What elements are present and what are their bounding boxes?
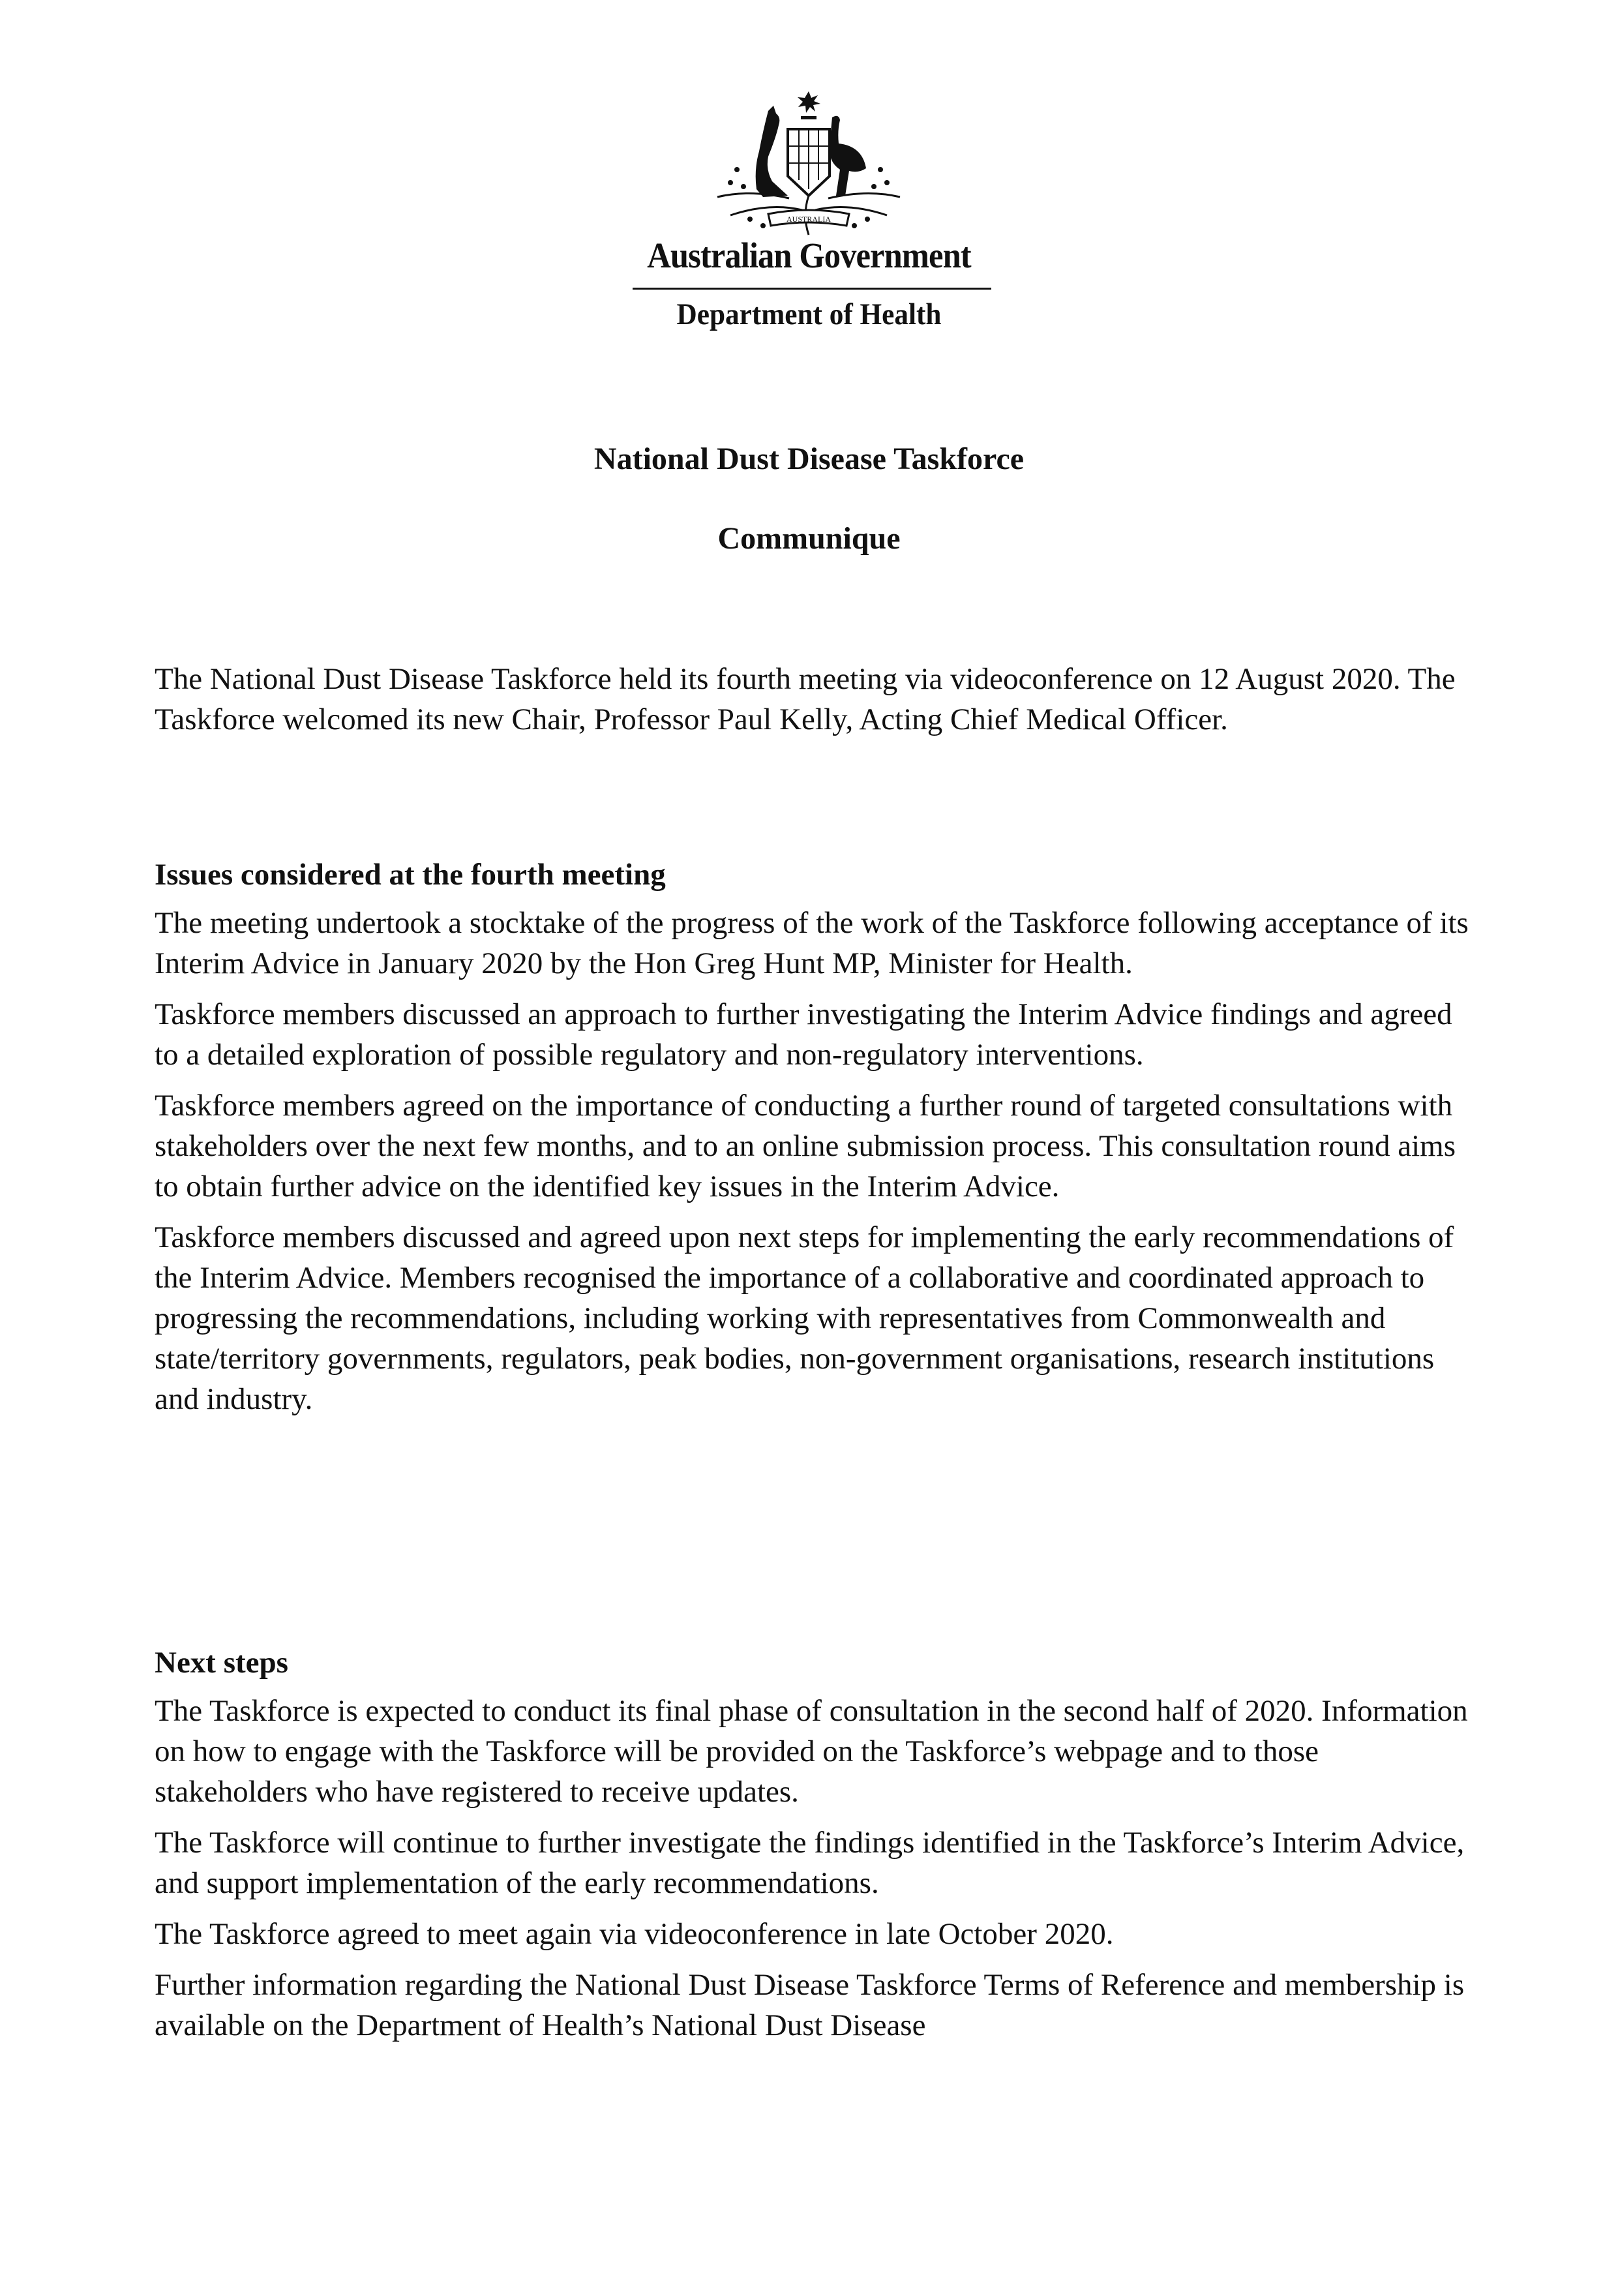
paragraph: Taskforce members agreed on the importance of conducting a further round of targeted consultations with stakeholders over the next few months, and to an online submission process. This consultation round aims to obtain further advice on the identified key issues in the Interim Advice.	[155, 1089, 1456, 1203]
kangaroo-icon	[756, 106, 788, 197]
scroll-text: AUSTRALIA	[787, 215, 831, 224]
coat-of-arms-icon	[711, 91, 906, 248]
intro-block	[155, 659, 1478, 750]
letterhead-divider	[633, 288, 991, 290]
paragraph: Taskforce members discussed an approach to further investigating the Interim Advice findings and agreed to a detailed exploration of possible regulatory and non-regulatory interventions.	[155, 997, 1452, 1072]
intro-paragraph: The National Dust Disease Taskforce held its fourth meeting via videoconference on 12 August 2020. The Taskforce welcomed its new Chair, Professor Paul Kelly, Acting Chief Medical Officer.	[155, 662, 1456, 736]
paragraph: The Taskforce is expected to conduct its final phase of consultation in the second half of 2020. Information on how to engage with the Taskforce will be provided on the Taskforce’s webpage and to those stakeholders who have registered to receive updates.	[155, 1694, 1468, 1809]
paragraph: The Taskforce agreed to meet again via videoconference in late October 2020.	[155, 1917, 1114, 1951]
paragraph: The Taskforce will continue to further investigate the findings identified in the Taskforce’s Interim Advice, and support implementation of the early recommendations.	[155, 1826, 1465, 1900]
section-heading: Next steps	[155, 1646, 288, 1680]
document-subtitle: Communique	[717, 521, 901, 556]
commonwealth-star-icon	[798, 91, 820, 113]
section-heading: Issues considered at the fourth meeting	[155, 858, 666, 892]
paragraph: Taskforce members discussed and agreed upon next steps for implementing the early recommendations of the Interim Advice. Members recognised the importance of a collaborative and coordinated approach to progressing the recommendations, including working with representatives from Commonwealth and state/territory governments, regulators, peak bodies, non-government organisations, research institutions and industry.	[155, 1220, 1454, 1416]
document-title: National Dust Disease Taskforce	[593, 442, 1025, 476]
emu-icon	[830, 116, 866, 196]
paragraph: Further information regarding the National Dust Disease Taskforce Terms of Reference and membership is available on the Department of Health’s National Dust Disease	[155, 1968, 1465, 2042]
paragraph: The meeting undertook a stocktake of the progress of the work of the Taskforce following acceptance of its Interim Advice in January 2020 by the Hon Greg Hunt MP, Minister for Health.	[155, 906, 1469, 980]
section-next-steps	[155, 1642, 1478, 2056]
section-issues	[155, 854, 1478, 1430]
government-name: Australian Government	[647, 235, 971, 275]
department-name: Department of Health	[676, 297, 942, 331]
